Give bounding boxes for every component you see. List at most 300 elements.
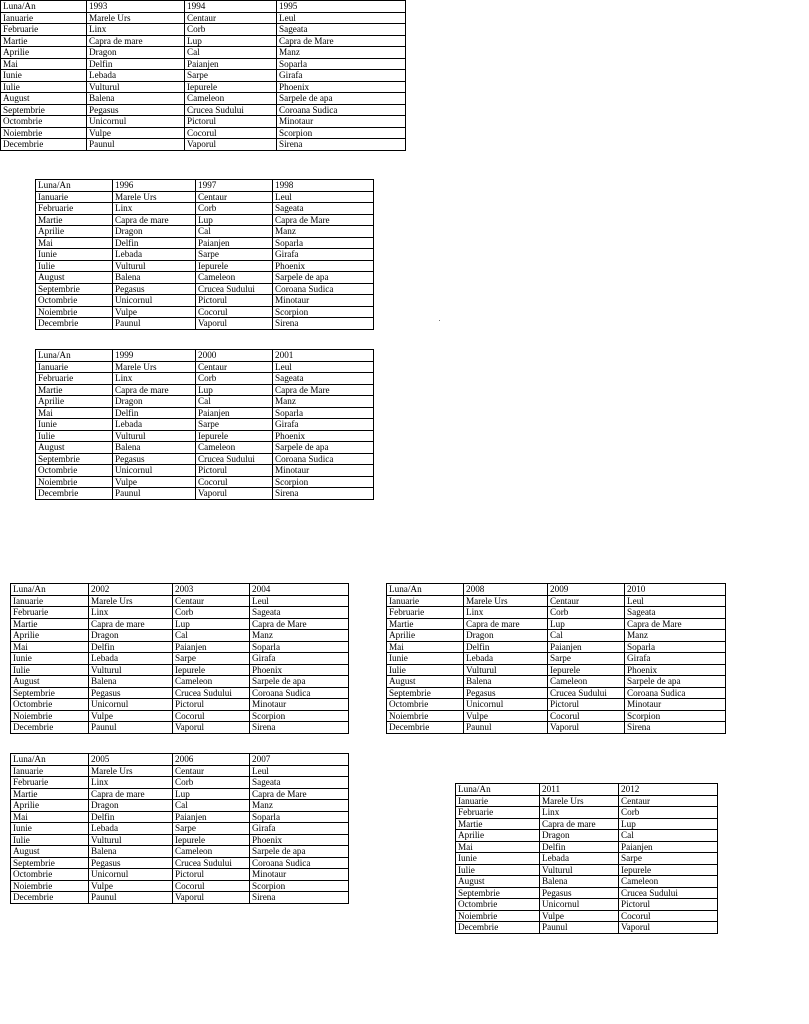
table-row	[11, 722, 349, 734]
month-cell: Mai	[387, 641, 464, 653]
sign-cell: Lup	[619, 818, 718, 830]
month-cell: Februarie	[1, 24, 87, 36]
sign-cell: Corb	[185, 24, 277, 36]
sign-cell: Cal	[196, 396, 273, 408]
sign-cell: Sageata	[273, 373, 374, 385]
sign-cell: Marele Urs	[113, 191, 196, 203]
sign-cell: Capra de mare	[540, 818, 619, 830]
header-cell-year: 2002	[89, 584, 173, 596]
table-row	[11, 641, 349, 653]
sign-cell: Vulturul	[89, 834, 173, 846]
table-row	[387, 687, 726, 699]
sign-cell: Cal	[619, 830, 718, 842]
sign-cell: Sirena	[273, 318, 374, 330]
month-cell: Ianuarie	[36, 191, 113, 203]
month-cell: Iunie	[456, 853, 540, 865]
table-row	[387, 641, 726, 653]
sign-cell: Vaporul	[548, 722, 625, 734]
month-cell: Aprilie	[387, 630, 464, 642]
sign-cell: Centaur	[619, 795, 718, 807]
header-row	[456, 784, 718, 796]
sign-cell: Linx	[113, 203, 196, 215]
sign-cell: Dragon	[540, 830, 619, 842]
header-cell-year: 1999	[113, 350, 196, 362]
table-row	[1, 12, 406, 24]
table-row	[11, 777, 349, 789]
sign-cell: Capra de mare	[113, 384, 196, 396]
sign-cell: Cameleon	[173, 846, 250, 858]
month-cell: Ianuarie	[456, 795, 540, 807]
table-row	[456, 899, 718, 911]
month-cell: Octombrie	[456, 899, 540, 911]
sign-cell: Leul	[277, 12, 406, 24]
sign-cell: Minotaur	[273, 465, 374, 477]
table-row	[11, 664, 349, 676]
sign-cell: Unicornul	[113, 465, 196, 477]
sign-cell: Phoenix	[273, 260, 374, 272]
sign-cell: Iepurele	[173, 834, 250, 846]
header-cell-year: 1998	[273, 180, 374, 192]
table-row	[11, 834, 349, 846]
sign-cell: Marele Urs	[540, 795, 619, 807]
sign-cell: Dragon	[113, 226, 196, 238]
table-row	[456, 807, 718, 819]
sign-cell: Vulpe	[89, 710, 173, 722]
table-row	[1, 58, 406, 70]
table-row	[36, 306, 374, 318]
table-row	[36, 361, 374, 373]
month-cell: Martie	[36, 214, 113, 226]
sign-cell: Coroana Sudica	[250, 857, 349, 869]
sign-cell: Delfin	[464, 641, 548, 653]
sign-cell: Centaur	[185, 12, 277, 24]
sign-cell: Vulpe	[89, 880, 173, 892]
sign-cell: Lebada	[89, 653, 173, 665]
sign-cell: Sageata	[625, 607, 726, 619]
header-cell-year: 1997	[196, 180, 273, 192]
sign-cell: Centaur	[196, 361, 273, 373]
table-row	[36, 318, 374, 330]
month-cell: Iulie	[1, 81, 87, 93]
month-cell: Martie	[36, 384, 113, 396]
sign-cell: Unicornul	[113, 295, 196, 307]
sign-cell: Cal	[173, 630, 250, 642]
month-cell: Noiembrie	[11, 710, 89, 722]
table-row	[387, 618, 726, 630]
sign-cell: Marele Urs	[113, 361, 196, 373]
sign-cell: Marele Urs	[464, 595, 548, 607]
sign-cell: Cocorul	[196, 306, 273, 318]
month-cell: Iunie	[11, 823, 89, 835]
header-cell-label: Luna/An	[1, 1, 87, 13]
sign-cell: Soparla	[277, 58, 406, 70]
sign-cell: Leul	[273, 361, 374, 373]
sign-cell: Girafa	[250, 653, 349, 665]
month-cell: Septembrie	[11, 857, 89, 869]
sign-cell: Pegasus	[113, 283, 196, 295]
month-cell: Decembrie	[1, 139, 87, 151]
table-row	[36, 203, 374, 215]
month-cell: Septembrie	[1, 104, 87, 116]
table-row	[387, 607, 726, 619]
table-row	[1, 24, 406, 36]
month-cell: Octombrie	[387, 699, 464, 711]
sign-cell: Paunul	[113, 488, 196, 500]
sign-cell: Linx	[113, 373, 196, 385]
table-row	[456, 818, 718, 830]
sign-cell: Leul	[273, 191, 374, 203]
sign-cell: Cal	[196, 226, 273, 238]
sign-cell: Centaur	[196, 191, 273, 203]
month-cell: Aprilie	[36, 396, 113, 408]
sign-cell: Delfin	[113, 407, 196, 419]
table-row	[1, 93, 406, 105]
sign-cell: Dragon	[464, 630, 548, 642]
sign-cell: Capra de Mare	[625, 618, 726, 630]
month-cell: Decembrie	[11, 722, 89, 734]
month-cell: August	[456, 876, 540, 888]
sign-cell: Soparla	[250, 641, 349, 653]
sign-cell: Paunul	[540, 922, 619, 934]
sign-cell: Paianjen	[196, 237, 273, 249]
sign-cell: Linx	[89, 607, 173, 619]
sign-cell: Paianjen	[173, 811, 250, 823]
month-cell: Februarie	[11, 607, 89, 619]
sign-cell: Vulturul	[464, 664, 548, 676]
sign-cell: Corb	[196, 203, 273, 215]
sign-cell: Scorpion	[273, 476, 374, 488]
sign-cell: Delfin	[89, 641, 173, 653]
month-cell: Februarie	[36, 203, 113, 215]
month-cell: Aprilie	[36, 226, 113, 238]
sign-cell: Vaporul	[619, 922, 718, 934]
sign-cell: Soparla	[625, 641, 726, 653]
sign-cell: Marele Urs	[89, 595, 173, 607]
table-row	[36, 407, 374, 419]
sign-cell: Capra de mare	[89, 788, 173, 800]
sign-cell: Sarpele de apa	[250, 676, 349, 688]
sign-cell: Delfin	[540, 841, 619, 853]
sign-cell: Pegasus	[89, 687, 173, 699]
month-cell: August	[36, 272, 113, 284]
sign-cell: Minotaur	[273, 295, 374, 307]
sign-cell: Vulpe	[113, 306, 196, 318]
sign-cell: Lebada	[87, 70, 185, 82]
sign-cell: Crucea Sudului	[173, 857, 250, 869]
table-row	[11, 618, 349, 630]
table-row	[36, 237, 374, 249]
table-row	[456, 841, 718, 853]
sign-cell: Cocorul	[173, 710, 250, 722]
sign-cell: Delfin	[89, 811, 173, 823]
month-cell: Septembrie	[11, 687, 89, 699]
sign-cell: Pictorul	[185, 116, 277, 128]
sign-cell: Centaur	[548, 595, 625, 607]
sign-cell: Leul	[625, 595, 726, 607]
header-row	[1, 1, 406, 13]
sign-cell: Lup	[173, 788, 250, 800]
sign-cell: Girafa	[250, 823, 349, 835]
table-row	[11, 823, 349, 835]
month-cell: Iunie	[387, 653, 464, 665]
sign-cell: Corb	[196, 373, 273, 385]
sign-cell: Crucea Sudului	[185, 104, 277, 116]
sign-cell: Leul	[250, 595, 349, 607]
sign-cell: Paianjen	[548, 641, 625, 653]
month-cell: Iunie	[11, 653, 89, 665]
sign-cell: Dragon	[113, 396, 196, 408]
table-row	[11, 630, 349, 642]
zodiac-table-2008-2010	[386, 583, 726, 734]
sign-cell: Vulpe	[87, 127, 185, 139]
month-cell: Noiembrie	[456, 910, 540, 922]
table-row	[11, 699, 349, 711]
table-row	[387, 595, 726, 607]
month-cell: Septembrie	[36, 453, 113, 465]
zodiac-table-2002-2004	[10, 583, 349, 734]
table-row	[11, 869, 349, 881]
sign-cell: Balena	[113, 272, 196, 284]
month-cell: Februarie	[11, 777, 89, 789]
sign-cell: Phoenix	[250, 834, 349, 846]
zodiac-table-1993-1995	[0, 0, 406, 151]
sign-cell: Sarpele de apa	[277, 93, 406, 105]
month-cell: August	[387, 676, 464, 688]
table-row	[456, 830, 718, 842]
sign-cell: Cocorul	[185, 127, 277, 139]
sign-cell: Capra de Mare	[273, 384, 374, 396]
sign-cell: Corb	[619, 807, 718, 819]
sign-cell: Lup	[196, 214, 273, 226]
sign-cell: Iepurele	[196, 260, 273, 272]
sign-cell: Cal	[173, 800, 250, 812]
month-cell: Aprilie	[456, 830, 540, 842]
month-cell: Februarie	[387, 607, 464, 619]
sign-cell: Pictorul	[619, 899, 718, 911]
table-row	[11, 892, 349, 904]
sign-cell: Scorpion	[273, 306, 374, 318]
sign-cell: Cal	[185, 47, 277, 59]
sign-cell: Sirena	[250, 722, 349, 734]
header-cell-label: Luna/An	[36, 350, 113, 362]
sign-cell: Vulpe	[540, 910, 619, 922]
sign-cell: Sageata	[277, 24, 406, 36]
sign-cell: Sarpele de apa	[273, 272, 374, 284]
sign-cell: Iepurele	[548, 664, 625, 676]
month-cell: Ianuarie	[387, 595, 464, 607]
table-row	[387, 653, 726, 665]
table-row	[36, 283, 374, 295]
month-cell: Februarie	[456, 807, 540, 819]
sign-cell: Cameleon	[196, 442, 273, 454]
sign-cell: Manz	[273, 396, 374, 408]
sign-cell: Leul	[250, 765, 349, 777]
month-cell: Iulie	[11, 834, 89, 846]
table-row	[36, 295, 374, 307]
table-row	[387, 722, 726, 734]
table-row	[36, 396, 374, 408]
table-row	[1, 70, 406, 82]
month-cell: Ianuarie	[11, 765, 89, 777]
sign-cell: Linx	[464, 607, 548, 619]
sign-cell: Sarpele de apa	[273, 442, 374, 454]
month-cell: Iulie	[11, 664, 89, 676]
sign-cell: Cocorul	[619, 910, 718, 922]
sign-cell: Paunul	[87, 139, 185, 151]
header-row	[36, 350, 374, 362]
sign-cell: Pegasus	[113, 453, 196, 465]
sign-cell: Crucea Sudului	[196, 283, 273, 295]
sign-cell: Vulturul	[89, 664, 173, 676]
sign-cell: Sarpe	[196, 419, 273, 431]
month-cell: Mai	[36, 237, 113, 249]
sign-cell: Sageata	[273, 203, 374, 215]
header-cell-year: 1993	[87, 1, 185, 13]
sign-cell: Marele Urs	[87, 12, 185, 24]
header-row	[36, 180, 374, 192]
sign-cell: Vulturul	[87, 81, 185, 93]
sign-cell: Sirena	[625, 722, 726, 734]
table-row	[11, 857, 349, 869]
sign-cell: Lup	[185, 35, 277, 47]
table-row	[387, 664, 726, 676]
header-cell-year: 2009	[548, 584, 625, 596]
sign-cell: Sarpe	[619, 853, 718, 865]
sign-cell: Scorpion	[625, 710, 726, 722]
stray-dot	[439, 320, 440, 321]
sign-cell: Balena	[464, 676, 548, 688]
table-row	[1, 35, 406, 47]
month-cell: Octombrie	[36, 295, 113, 307]
sign-cell: Paianjen	[619, 841, 718, 853]
sign-cell: Unicornul	[464, 699, 548, 711]
sign-cell: Paianjen	[185, 58, 277, 70]
sign-cell: Capra de mare	[113, 214, 196, 226]
sign-cell: Lebada	[540, 853, 619, 865]
sign-cell: Iepurele	[619, 864, 718, 876]
sign-cell: Vaporul	[173, 722, 250, 734]
sign-cell: Paunul	[113, 318, 196, 330]
sign-cell: Sarpele de apa	[625, 676, 726, 688]
sign-cell: Unicornul	[540, 899, 619, 911]
month-cell: Noiembrie	[36, 476, 113, 488]
sign-cell: Unicornul	[87, 116, 185, 128]
header-cell-label: Luna/An	[11, 584, 89, 596]
sign-cell: Cameleon	[548, 676, 625, 688]
sign-cell: Phoenix	[277, 81, 406, 93]
sign-cell: Iepurele	[185, 81, 277, 93]
sign-cell: Minotaur	[277, 116, 406, 128]
header-cell-year: 1996	[113, 180, 196, 192]
table-row	[11, 880, 349, 892]
sign-cell: Scorpion	[250, 710, 349, 722]
month-cell: Iulie	[456, 864, 540, 876]
sign-cell: Sirena	[277, 139, 406, 151]
month-cell: Noiembrie	[1, 127, 87, 139]
sign-cell: Linx	[87, 24, 185, 36]
month-cell: Mai	[1, 58, 87, 70]
header-cell-year: 1995	[277, 1, 406, 13]
sign-cell: Phoenix	[625, 664, 726, 676]
sign-cell: Capra de mare	[87, 35, 185, 47]
table-row	[36, 384, 374, 396]
month-cell: Martie	[11, 618, 89, 630]
sign-cell: Coroana Sudica	[625, 687, 726, 699]
table-row	[11, 607, 349, 619]
month-cell: Septembrie	[387, 687, 464, 699]
sign-cell: Delfin	[113, 237, 196, 249]
month-cell: August	[11, 676, 89, 688]
sign-cell: Soparla	[250, 811, 349, 823]
sign-cell: Manz	[250, 630, 349, 642]
sign-cell: Capra de Mare	[273, 214, 374, 226]
sign-cell: Lebada	[89, 823, 173, 835]
sign-cell: Minotaur	[250, 869, 349, 881]
sign-cell: Minotaur	[250, 699, 349, 711]
sign-cell: Vulpe	[464, 710, 548, 722]
sign-cell: Cocorul	[548, 710, 625, 722]
sign-cell: Lup	[196, 384, 273, 396]
sign-cell: Lup	[548, 618, 625, 630]
month-cell: August	[1, 93, 87, 105]
sign-cell: Vaporul	[173, 892, 250, 904]
table-row	[11, 687, 349, 699]
sign-cell: Crucea Sudului	[619, 887, 718, 899]
month-cell: Octombrie	[11, 869, 89, 881]
zodiac-table-2011-2012	[455, 783, 718, 934]
sign-cell: Balena	[540, 876, 619, 888]
sign-cell: Phoenix	[273, 430, 374, 442]
sign-cell: Vaporul	[196, 488, 273, 500]
sign-cell: Iepurele	[196, 430, 273, 442]
table-row	[456, 922, 718, 934]
month-cell: August	[11, 846, 89, 858]
table-row	[36, 214, 374, 226]
sign-cell: Crucea Sudului	[173, 687, 250, 699]
sign-cell: Cocorul	[196, 476, 273, 488]
sign-cell: Lup	[173, 618, 250, 630]
sign-cell: Vaporul	[185, 139, 277, 151]
month-cell: Februarie	[36, 373, 113, 385]
table-row	[456, 795, 718, 807]
month-cell: Iunie	[1, 70, 87, 82]
table-row	[11, 710, 349, 722]
sign-cell: Sarpe	[173, 653, 250, 665]
sign-cell: Lebada	[113, 249, 196, 261]
sign-cell: Manz	[250, 800, 349, 812]
header-cell-label: Luna/An	[387, 584, 464, 596]
sign-cell: Corb	[173, 607, 250, 619]
table-row	[1, 116, 406, 128]
table-row	[36, 226, 374, 238]
table-row	[36, 442, 374, 454]
sign-cell: Pictorul	[196, 295, 273, 307]
month-cell: Octombrie	[1, 116, 87, 128]
sign-cell: Cameleon	[196, 272, 273, 284]
sign-cell: Pegasus	[89, 857, 173, 869]
sign-cell: Pictorul	[196, 465, 273, 477]
table-row	[36, 419, 374, 431]
header-cell-year: 1994	[185, 1, 277, 13]
month-cell: Decembrie	[36, 318, 113, 330]
month-cell: Septembrie	[36, 283, 113, 295]
sign-cell: Centaur	[173, 765, 250, 777]
table-row	[387, 676, 726, 688]
month-cell: Septembrie	[456, 887, 540, 899]
sign-cell: Soparla	[273, 237, 374, 249]
sign-cell: Cameleon	[173, 676, 250, 688]
sign-cell: Dragon	[87, 47, 185, 59]
